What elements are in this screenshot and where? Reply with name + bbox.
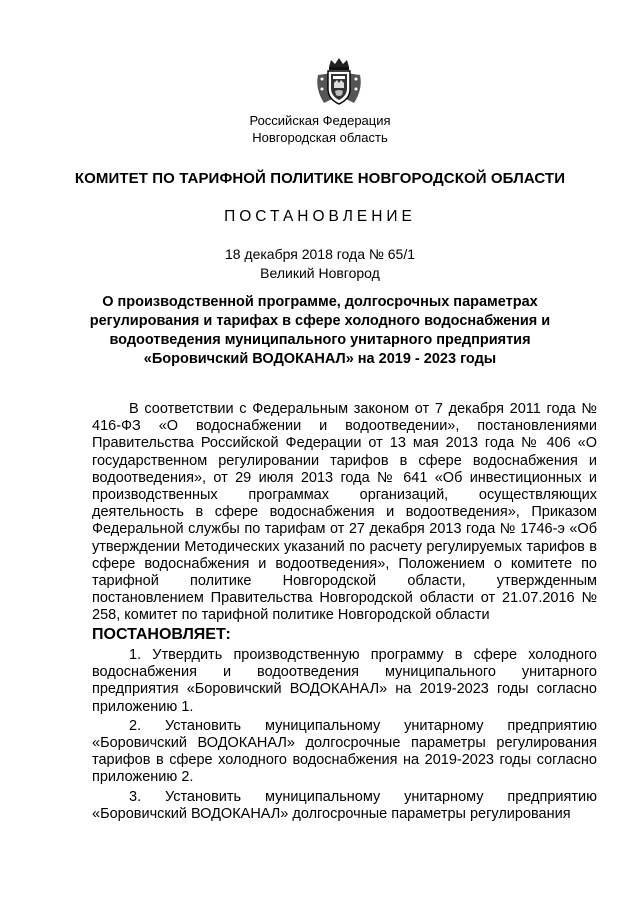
title-line: водоотведения муниципального унитарного предприятия: [109, 332, 531, 348]
committee-name: КОМИТЕТ ПО ТАРИФНОЙ ПОЛИТИКЕ НОВГОРОДСКОЙ ОБЛАСТИ: [74, 170, 566, 187]
region-name: Новгородская область: [252, 130, 388, 145]
resolves-heading: ПОСТАНОВЛЯЕТ:: [92, 625, 231, 643]
title-line: О производственной программе, долгосрочных параметрах: [102, 294, 538, 310]
date-number: 18 декабря 2018 года № 65/1: [224, 246, 416, 262]
region-header: [0, 112, 640, 146]
resolution-items: [92, 647, 597, 823]
title-line: регулирования и тарифах в сфере холодного водоснабжения и: [89, 313, 551, 329]
title-line: «Боровичский ВОДОКАНАЛ» на 2019 - 2023 годы: [143, 351, 497, 367]
preamble-block: [92, 401, 597, 644]
document-type: ПОСТАНОВЛЕНИЕ: [224, 208, 416, 225]
document-title: [0, 293, 640, 369]
resolution-item: 1. Утвердить производственную программу в сфере холодного водоснабжения и водоотведения муниципального унитарного предприятия «Боровичский ВОДОКАНАЛ» на 2019-2023 годы согласно приложению 1.: [92, 647, 597, 715]
resolution-item: 2. Установить муниципальному унитарному предприятию «Боровичский ВОДОКАНАЛ» долгосрочные параметры регулирования тарифов в сфере холодного водоснабжения на 2019-2023 годы согласно приложению 2.: [92, 717, 597, 786]
country-name: Российская Федерация: [249, 113, 391, 128]
date-block: [0, 245, 640, 283]
city: Великий Новгород: [260, 265, 380, 281]
resolution-item: 3. Установить муниципальному унитарному предприятию «Боровичский ВОДОКАНАЛ» долгосрочные параметры регулирования: [92, 788, 597, 822]
preamble-text: В соответствии с Федеральным законом от 7 декабря 2011 года № 416-ФЗ «О водоснабжении и водоотведении», постановлениями Правительства Российской Федерации от 13 мая 2013 года № 406 «О государственном регулировании тарифов в сфере водоснабжения и водоотведения», от 29 июля 2013 года № 641 «Об инвестиционных и производственных программах организаций, осуществляющих деятельность в сфере водоснабжения и водоотведения», Приказом Федеральной службы по тарифам от 27 декабря 2013 года № 1746-э «Об утверждении Методических указаний по расчету регулируемых тарифов в сфере водоснабжения и водоотведения», Положением о комитете по тарифной политике Новгородской области, утвержденным постановлением Правительства Новгородской области от 21.07.2016 № 258, комитет по тарифной политике Новгородской области: [92, 401, 597, 624]
coat-of-arms-icon: [312, 55, 366, 109]
